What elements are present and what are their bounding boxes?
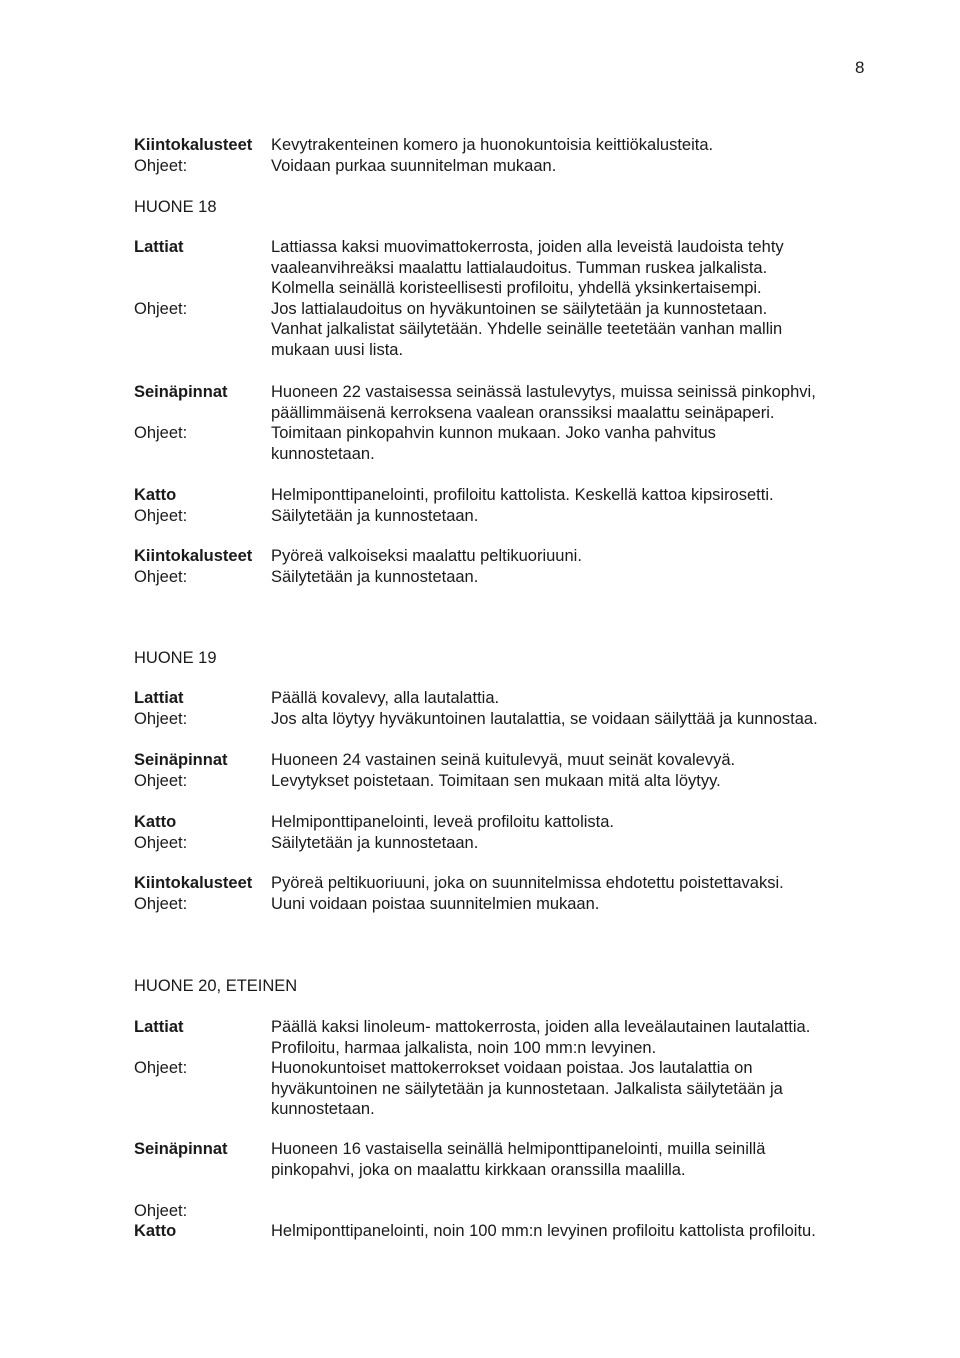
huone19-katto (134, 812, 934, 853)
entry-row (134, 771, 934, 792)
huone20-title: HUONE 20, ETEINEN (134, 977, 298, 995)
entry-row (134, 299, 934, 320)
entry-text: pinkopahvi, joka on maalattu kirkkaan oranssilla maalilla. (271, 1160, 686, 1179)
entry-row (134, 1017, 934, 1038)
entry-row (134, 403, 934, 424)
entry-text: Huoneen 22 vastaisessa seinässä lastulevytys, muissa seinissä pinkophvi, (271, 383, 816, 401)
entry-text: Huonokuntoiset mattokerrokset voidaan poistaa. Jos lautalattia on (271, 1059, 753, 1078)
entry-text: Pyöreä valkoiseksi maalattu peltikuoriuuni. (271, 547, 582, 565)
entry-text: Uuni voidaan poistaa suunnitelmien mukaan. (271, 894, 600, 913)
entry-text: Huoneen 16 vastaisella seinällä helmiponttipanelointi, muilla seinillä (271, 1140, 766, 1158)
section-label: Katto (134, 486, 177, 504)
entry-row (134, 278, 934, 299)
section-label: Seinäpinnat (134, 1140, 228, 1158)
instruction-label: Ohjeet: (134, 771, 188, 790)
entry-text: Helmiponttipanelointi, leveä profiloitu kattolista. (271, 813, 615, 831)
page-number: 8 (855, 58, 865, 77)
section-label: Kiintokalusteet (134, 136, 253, 154)
section-label: Katto (134, 813, 177, 831)
entry-text: Säilytetään ja kunnostetaan. (271, 506, 479, 525)
entry-text: Huoneen 24 vastainen seinä kuitulevyä, muut seinät kovalevyä. (271, 751, 736, 769)
top-section (134, 135, 934, 176)
entry-text: Kevytrakenteinen komero ja huonokuntoisia keittiökalusteita. (271, 136, 714, 154)
section-label: Lattiat (134, 238, 184, 256)
section-label: Seinäpinnat (134, 751, 228, 769)
instruction-label: Ohjeet: (134, 1059, 188, 1078)
huone18-title: HUONE 18 (134, 198, 217, 216)
entry-text: Päällä kovalevy, alla lautalattia. (271, 689, 500, 707)
huone19-seinapinnat (134, 750, 934, 791)
entry-row (134, 485, 934, 506)
entry-row (134, 688, 934, 709)
huone18-lattiat (134, 237, 934, 361)
entry-text: Kolmella seinällä koristeellisesti profiloitu, yhdellä yksinkertaisempi. (271, 279, 762, 298)
section-label: Katto (134, 1222, 177, 1240)
entry-row (134, 546, 934, 567)
instruction-label: Ohjeet: (134, 506, 188, 525)
huone19-lattiat (134, 688, 934, 729)
entry-text: Säilytetään ja kunnostetaan. (271, 833, 479, 852)
instruction-label: Ohjeet: (134, 1201, 188, 1220)
entry-row (134, 750, 934, 771)
huone19-kiintokalusteet (134, 873, 934, 914)
instruction-label: Ohjeet: (134, 709, 188, 728)
entry-row (134, 156, 934, 177)
entry-text: kunnostetaan. (271, 444, 375, 463)
entry-text: Päällä kaksi linoleum- mattokerrosta, joiden alla leveälautainen lautalattia. (271, 1018, 811, 1036)
huone20-seinapinnat (134, 1139, 934, 1221)
section-label: Seinäpinnat (134, 383, 228, 401)
instruction-label: Ohjeet: (134, 156, 188, 175)
entry-row (134, 1058, 934, 1079)
entry-text: Lattiassa kaksi muovimattokerrosta, joiden alla leveistä laudoista tehty (271, 238, 784, 256)
entry-text: Säilytetään ja kunnostetaan. (271, 567, 479, 586)
entry-row (134, 894, 934, 915)
entry-row (134, 423, 934, 444)
huone18-katto (134, 485, 934, 526)
entry-text: hyväkuntoinen ne säilytetään ja kunnostetaan. Jalkalista säilytetään ja (271, 1079, 783, 1098)
entry-row (134, 444, 934, 465)
entry-row (134, 812, 934, 833)
entry-text: päällimmäisenä kerroksena vaalean oranssiksi maalattu seinäpaperi. (271, 403, 775, 422)
entry-text: Pyöreä peltikuoriuuni, joka on suunnitelmissa ehdotettu poistettavaksi. (271, 874, 784, 892)
instruction-label: Ohjeet: (134, 299, 188, 318)
huone19-title: HUONE 19 (134, 649, 217, 667)
entry-text: Jos alta löytyy hyväkuntoinen lautalattia, se voidaan säilyttää ja kunnostaa. (271, 709, 818, 728)
instruction-label: Ohjeet: (134, 894, 188, 913)
entry-text: kunnostetaan. (271, 1100, 375, 1119)
entry-row (134, 340, 934, 361)
entry-row (134, 135, 934, 156)
instruction-label: Ohjeet: (134, 424, 188, 443)
instruction-label: Ohjeet: (134, 567, 188, 586)
entry-row (134, 1099, 934, 1120)
huone18-seinapinnat (134, 382, 934, 464)
entry-text: Toimitaan pinkopahvin kunnon mukaan. Joko vanha pahvitus (271, 424, 716, 443)
entry-row (134, 1139, 934, 1160)
entry-text: Vanhat jalkalistat säilytetään. Yhdelle seinälle teetetään vanhan mallin (271, 320, 783, 339)
section-label: Kiintokalusteet (134, 547, 253, 565)
entry-row (134, 237, 934, 258)
entry-text: Levytykset poistetaan. Toimitaan sen mukaan mitä alta löytyy. (271, 771, 721, 790)
entry-text: Helmiponttipanelointi, profiloitu kattolista. Keskellä kattoa kipsirosetti. (271, 486, 774, 504)
section-label: Lattiat (134, 689, 184, 707)
entry-row (134, 319, 934, 340)
entry-row (134, 709, 934, 730)
entry-row (134, 1160, 934, 1181)
entry-text: vaaleanvihreäksi maalattu lattialaudoitus. Tumman ruskea jalkalista. (271, 258, 768, 277)
entry-row (134, 567, 934, 588)
entry-row (134, 873, 934, 894)
section-label: Kiintokalusteet (134, 874, 253, 892)
entry-row (134, 506, 934, 527)
huone20-katto (134, 1221, 934, 1242)
section-label: Lattiat (134, 1018, 184, 1036)
entry-row (134, 1180, 934, 1201)
huone18-kiintokalusteet (134, 546, 934, 587)
entry-text: Profiloitu, harmaa jalkalista, noin 100 mm:n levyinen. (271, 1038, 657, 1057)
entry-row (134, 1038, 934, 1059)
entry-row (134, 1221, 934, 1242)
entry-row (134, 1201, 934, 1222)
entry-row (134, 1079, 934, 1100)
huone20-lattiat (134, 1017, 934, 1120)
entry-row (134, 833, 934, 854)
entry-row (134, 382, 934, 403)
entry-text: mukaan uusi lista. (271, 340, 404, 359)
entry-text: Helmiponttipanelointi, noin 100 mm:n levyinen profiloitu kattolista profiloitu. (271, 1222, 816, 1240)
entry-row (134, 258, 934, 279)
entry-text: Voidaan purkaa suunnitelman mukaan. (271, 156, 557, 175)
instruction-label: Ohjeet: (134, 833, 188, 852)
entry-text: Jos lattialaudoitus on hyväkuntoinen se säilytetään ja kunnostetaan. (271, 299, 768, 318)
